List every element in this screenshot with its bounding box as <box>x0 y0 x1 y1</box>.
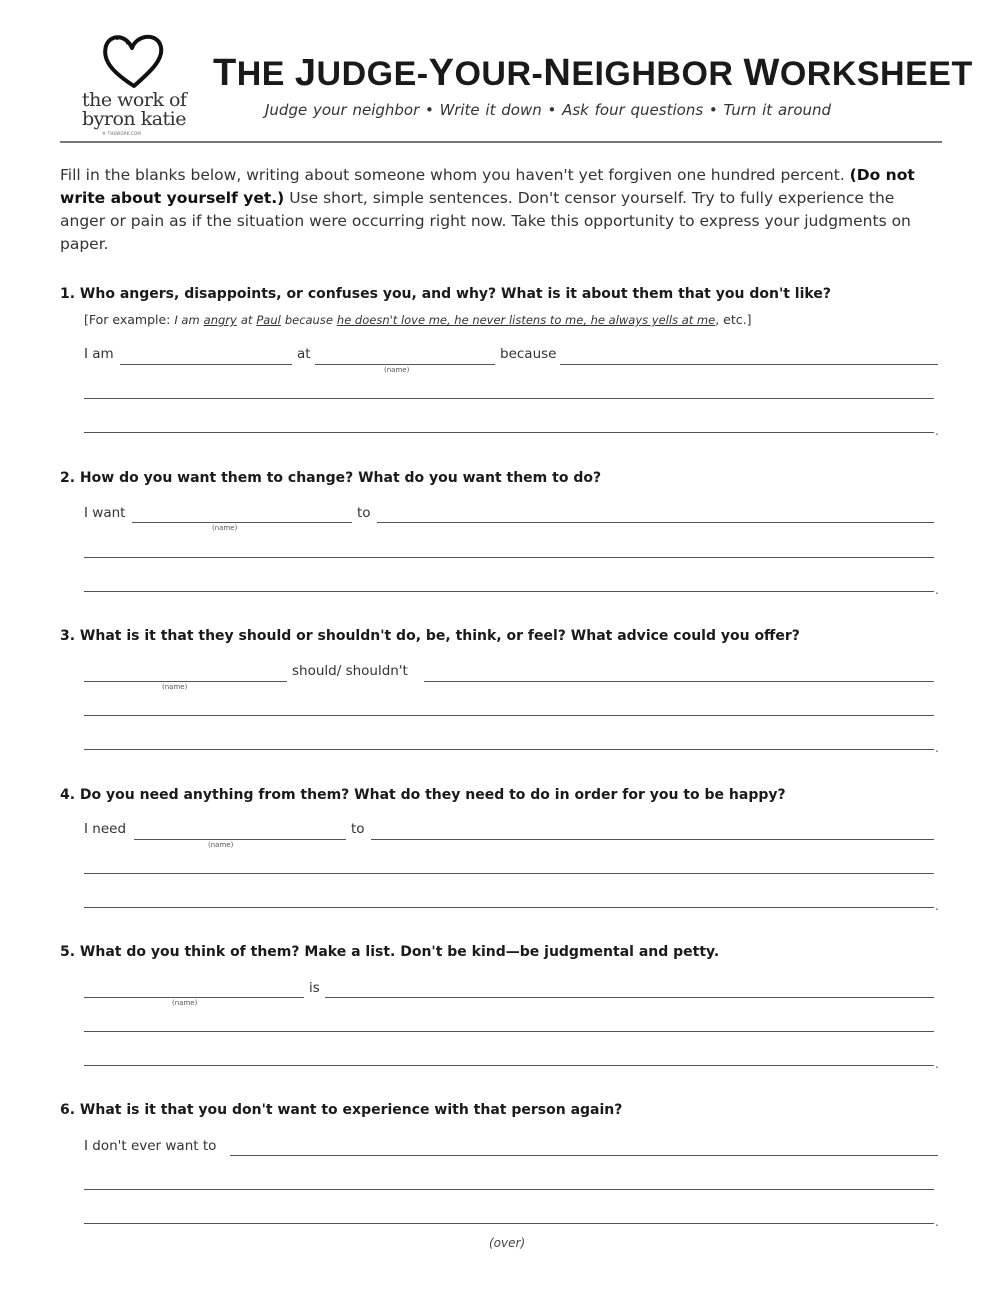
intro-bold-note: (Do not write about yourself yet.) <box>60 166 915 207</box>
q3-blank-advice[interactable] <box>424 681 934 682</box>
q1-label-i-am: I am <box>84 346 114 362</box>
q3-period: . <box>935 741 939 755</box>
q5-label-is: is <box>309 980 320 996</box>
q5-blank-name[interactable] <box>84 997 304 998</box>
q3-name-tag: (name) <box>162 683 188 691</box>
q4-blank-name[interactable] <box>134 839 346 840</box>
over-note: (over) <box>489 1236 526 1250</box>
q1-blank-reason[interactable] <box>560 364 938 365</box>
q2-blank-line-2[interactable] <box>84 557 934 558</box>
q4-label-i-need: I need <box>84 821 127 837</box>
q2-blank-line-3[interactable] <box>84 591 934 592</box>
question-1: 1. Who angers, disappoints, or confuses you, and why? What is it about them that you don't like? <box>60 286 831 302</box>
q1-blank-line-3[interactable] <box>84 432 934 433</box>
q5-period: . <box>935 1057 939 1071</box>
q2-label-i-want: I want <box>84 505 126 521</box>
q1-blank-line-2[interactable] <box>84 398 934 399</box>
q1-label-at: at <box>297 346 311 362</box>
q4-period: . <box>935 899 939 913</box>
q4-blank-line-2[interactable] <box>84 873 934 874</box>
q3-blank-line-3[interactable] <box>84 749 934 750</box>
q2-blank-name[interactable] <box>132 522 352 523</box>
question-3: 3. What is it that they should or shouldn't do, be, think, or feel? What advice could you offer? <box>60 628 800 644</box>
q3-blank-name[interactable] <box>84 681 287 682</box>
q1-blank-name[interactable] <box>315 364 495 365</box>
q6-period: . <box>935 1215 939 1229</box>
q5-name-tag: (name) <box>172 999 198 1007</box>
q2-label-to: to <box>357 505 371 521</box>
q5-blank-line-2[interactable] <box>84 1031 934 1032</box>
logo-small-text: ® THEWORK.COM <box>102 131 142 136</box>
q4-label-to: to <box>351 821 365 837</box>
logo-line-1: the work of <box>82 89 187 111</box>
header-divider <box>60 141 942 143</box>
heart-icon <box>98 30 168 90</box>
q5-blank-judgment[interactable] <box>325 997 934 998</box>
question-5: 5. What do you think of them? Make a list. Don't be kind—be judgmental and petty. <box>60 944 720 960</box>
question-6: 6. What is it that you don't want to experience with that person again? <box>60 1102 623 1118</box>
page-title: THE JUDGE-YOUR-NEIGHBOR WORKSHEET <box>213 52 973 94</box>
q2-name-tag: (name) <box>212 524 238 532</box>
q4-blank-need[interactable] <box>371 839 934 840</box>
q1-name-tag: (name) <box>384 366 410 374</box>
q5-blank-line-3[interactable] <box>84 1065 934 1066</box>
q1-blank-emotion[interactable] <box>120 364 292 365</box>
q1-label-because: because <box>500 346 557 362</box>
q6-label-dont-want: I don't ever want to <box>84 1138 217 1154</box>
q4-name-tag: (name) <box>208 841 234 849</box>
question-2: 2. How do you want them to change? What do you want them to do? <box>60 470 602 486</box>
page-subtitle: Judge your neighbor • Write it down • Ask four questions • Turn it around <box>265 101 832 119</box>
q6-blank-experience[interactable] <box>230 1155 938 1156</box>
intro-paragraph: Fill in the blanks below, writing about someone whom you haven't yet forgiven one hundred percent. (Do not write about yourself yet.) Use short, simple sentences. Don't censor yourself. Try to fully experience the anger or pain as if the situation were occurring right now. Take this opportunity to express your judgments on paper. <box>60 166 915 253</box>
q3-label-should: should/ shouldn't <box>292 663 408 679</box>
question-1-example: [For example: I am angry at Paul because he doesn't love me, he never listens to me, he always yells at me, etc.] <box>84 312 752 327</box>
q6-blank-line-2[interactable] <box>84 1189 934 1190</box>
q2-period: . <box>935 583 939 597</box>
q1-period: . <box>935 424 939 438</box>
q6-blank-line-3[interactable] <box>84 1223 934 1224</box>
q4-blank-line-3[interactable] <box>84 907 934 908</box>
question-4: 4. Do you need anything from them? What do they need to do in order for you to be happy? <box>60 787 786 803</box>
logo-line-2: byron katie <box>82 108 186 130</box>
q2-blank-change[interactable] <box>377 522 934 523</box>
logo <box>80 30 190 140</box>
q3-blank-line-2[interactable] <box>84 715 934 716</box>
